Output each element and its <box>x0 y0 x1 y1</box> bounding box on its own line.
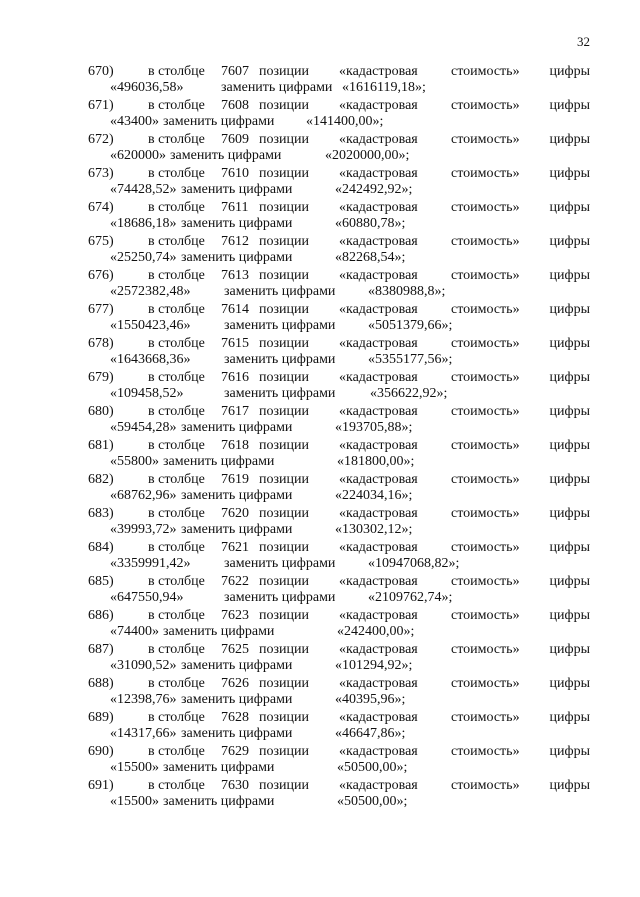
column-code: 7615 <box>221 336 249 351</box>
phrase-replace: заменить цифрами <box>163 624 275 639</box>
old-value: «74400» <box>110 624 159 639</box>
phrase-cadastral: «кадастровая <box>339 472 418 487</box>
phrase-position: позиции <box>259 336 309 351</box>
new-value: «82268,54»; <box>335 250 406 265</box>
old-value: «1550423,46» <box>110 318 191 333</box>
item-line-2 <box>88 113 590 130</box>
item-line-1 <box>88 607 590 624</box>
item-line-1 <box>88 573 590 590</box>
new-value: «5355177,56»; <box>368 352 453 367</box>
item-line-1 <box>88 437 590 454</box>
item-line-2 <box>88 487 590 504</box>
phrase-value: стоимость» <box>451 302 520 317</box>
phrase-in-column: в столбце <box>148 234 205 249</box>
phrase-cadastral: «кадастровая <box>339 506 418 521</box>
list-item <box>88 437 590 471</box>
column-code: 7623 <box>221 608 249 623</box>
phrase-position: позиции <box>259 608 309 623</box>
item-line-2 <box>88 657 590 674</box>
item-line-2 <box>88 283 590 300</box>
phrase-in-column: в столбце <box>148 268 205 283</box>
item-number: 685) <box>88 574 114 589</box>
item-line-2 <box>88 317 590 334</box>
item-number: 686) <box>88 608 114 623</box>
phrase-position: позиции <box>259 642 309 657</box>
phrase-in-column: в столбце <box>148 336 205 351</box>
phrase-in-column: в столбце <box>148 404 205 419</box>
phrase-cadastral: «кадастровая <box>339 710 418 725</box>
phrase-digits: цифры <box>549 472 590 487</box>
item-line-2 <box>88 215 590 232</box>
phrase-cadastral: «кадастровая <box>339 540 418 555</box>
phrase-in-column: в столбце <box>148 778 205 793</box>
item-number: 690) <box>88 744 114 759</box>
column-code: 7610 <box>221 166 249 181</box>
phrase-in-column: в столбце <box>148 744 205 759</box>
old-value: «496036,58» <box>110 80 184 95</box>
phrase-in-column: в столбце <box>148 710 205 725</box>
phrase-value: стоимость» <box>451 710 520 725</box>
item-line-2 <box>88 351 590 368</box>
old-value: «620000» <box>110 148 166 163</box>
list-item <box>88 505 590 539</box>
old-value: «3359991,42» <box>110 556 191 571</box>
new-value: «101294,92»; <box>335 658 413 673</box>
item-number: 687) <box>88 642 114 657</box>
new-value: «50500,00»; <box>337 794 408 809</box>
phrase-position: позиции <box>259 234 309 249</box>
phrase-digits: цифры <box>549 336 590 351</box>
item-number: 680) <box>88 404 114 419</box>
list-item <box>88 63 590 97</box>
list-item <box>88 267 590 301</box>
phrase-cadastral: «кадастровая <box>339 268 418 283</box>
list-item <box>88 233 590 267</box>
list-item <box>88 675 590 709</box>
phrase-digits: цифры <box>549 64 590 79</box>
phrase-replace: заменить цифрами <box>224 284 336 299</box>
phrase-digits: цифры <box>549 98 590 113</box>
phrase-position: позиции <box>259 540 309 555</box>
new-value: «130302,12»; <box>335 522 413 537</box>
new-value: «60880,78»; <box>335 216 406 231</box>
phrase-in-column: в столбце <box>148 370 205 385</box>
phrase-value: стоимость» <box>451 336 520 351</box>
phrase-digits: цифры <box>549 234 590 249</box>
item-line-1 <box>88 165 590 182</box>
phrase-value: стоимость» <box>451 574 520 589</box>
phrase-value: стоимость» <box>451 438 520 453</box>
old-value: «31090,52» <box>110 658 177 673</box>
phrase-value: стоимость» <box>451 132 520 147</box>
phrase-position: позиции <box>259 268 309 283</box>
phrase-cadastral: «кадастровая <box>339 404 418 419</box>
item-line-1 <box>88 63 590 80</box>
old-value: «55800» <box>110 454 159 469</box>
phrase-digits: цифры <box>549 506 590 521</box>
list-item <box>88 131 590 165</box>
list-item <box>88 335 590 369</box>
phrase-position: позиции <box>259 472 309 487</box>
list-item <box>88 471 590 505</box>
item-line-1 <box>88 335 590 352</box>
phrase-in-column: в столбце <box>148 540 205 555</box>
phrase-cadastral: «кадастровая <box>339 574 418 589</box>
phrase-in-column: в столбце <box>148 200 205 215</box>
item-number: 684) <box>88 540 114 555</box>
phrase-replace: заменить цифрами <box>170 148 282 163</box>
list-item <box>88 403 590 437</box>
item-number: 671) <box>88 98 114 113</box>
phrase-digits: цифры <box>549 540 590 555</box>
phrase-in-column: в столбце <box>148 676 205 691</box>
phrase-in-column: в столбце <box>148 642 205 657</box>
item-line-1 <box>88 233 590 250</box>
phrase-position: позиции <box>259 370 309 385</box>
phrase-cadastral: «кадастровая <box>339 302 418 317</box>
item-number: 674) <box>88 200 114 215</box>
column-code: 7626 <box>221 676 249 691</box>
column-code: 7607 <box>221 64 249 79</box>
item-line-2 <box>88 623 590 640</box>
phrase-digits: цифры <box>549 404 590 419</box>
item-line-1 <box>88 301 590 318</box>
item-line-2 <box>88 555 590 572</box>
phrase-cadastral: «кадастровая <box>339 200 418 215</box>
phrase-cadastral: «кадастровая <box>339 166 418 181</box>
phrase-value: стоимость» <box>451 540 520 555</box>
item-line-2 <box>88 589 590 606</box>
phrase-cadastral: «кадастровая <box>339 676 418 691</box>
phrase-in-column: в столбце <box>148 506 205 521</box>
old-value: «25250,74» <box>110 250 177 265</box>
new-value: «50500,00»; <box>337 760 408 775</box>
phrase-value: стоимость» <box>451 642 520 657</box>
phrase-digits: цифры <box>549 744 590 759</box>
new-value: «141400,00»; <box>306 114 384 129</box>
phrase-value: стоимость» <box>451 778 520 793</box>
item-line-1 <box>88 709 590 726</box>
phrase-digits: цифры <box>549 676 590 691</box>
item-line-2 <box>88 419 590 436</box>
phrase-value: стоимость» <box>451 744 520 759</box>
item-number: 673) <box>88 166 114 181</box>
item-number: 689) <box>88 710 114 725</box>
phrase-in-column: в столбце <box>148 472 205 487</box>
phrase-cadastral: «кадастровая <box>339 642 418 657</box>
old-value: «43400» <box>110 114 159 129</box>
phrase-digits: цифры <box>549 778 590 793</box>
phrase-digits: цифры <box>549 370 590 385</box>
phrase-in-column: в столбце <box>148 166 205 181</box>
phrase-in-column: в столбце <box>148 574 205 589</box>
column-code: 7620 <box>221 506 249 521</box>
phrase-position: позиции <box>259 778 309 793</box>
phrase-in-column: в столбце <box>148 64 205 79</box>
list-item <box>88 165 590 199</box>
old-value: «39993,72» <box>110 522 177 537</box>
phrase-cadastral: «кадастровая <box>339 608 418 623</box>
item-number: 681) <box>88 438 114 453</box>
new-value: «356622,92»; <box>370 386 448 401</box>
item-number: 688) <box>88 676 114 691</box>
phrase-digits: цифры <box>549 166 590 181</box>
phrase-value: стоимость» <box>451 506 520 521</box>
item-line-1 <box>88 539 590 556</box>
phrase-replace: заменить цифрами <box>224 590 336 605</box>
item-line-2 <box>88 385 590 402</box>
phrase-replace: заменить цифрами <box>163 760 275 775</box>
column-code: 7614 <box>221 302 249 317</box>
new-value: «193705,88»; <box>335 420 413 435</box>
phrase-position: позиции <box>259 64 309 79</box>
column-code: 7618 <box>221 438 249 453</box>
new-value: «10947068,82»; <box>368 556 460 571</box>
item-line-1 <box>88 471 590 488</box>
list-item <box>88 573 590 607</box>
old-value: «109458,52» <box>110 386 184 401</box>
phrase-replace: заменить цифрами <box>181 692 293 707</box>
item-line-1 <box>88 199 590 216</box>
phrase-replace: заменить цифрами <box>224 386 336 401</box>
item-line-2 <box>88 181 590 198</box>
item-line-2 <box>88 725 590 742</box>
phrase-value: стоимость» <box>451 472 520 487</box>
phrase-digits: цифры <box>549 200 590 215</box>
item-line-1 <box>88 641 590 658</box>
phrase-cadastral: «кадастровая <box>339 778 418 793</box>
item-line-2 <box>88 79 590 96</box>
old-value: «647550,94» <box>110 590 184 605</box>
phrase-position: позиции <box>259 744 309 759</box>
new-value: «40395,96»; <box>335 692 406 707</box>
old-value: «1643668,36» <box>110 352 191 367</box>
phrase-in-column: в столбце <box>148 132 205 147</box>
item-number: 677) <box>88 302 114 317</box>
phrase-replace: заменить цифрами <box>181 250 293 265</box>
old-value: «15500» <box>110 760 159 775</box>
phrase-replace: заменить цифрами <box>163 454 275 469</box>
phrase-value: стоимость» <box>451 404 520 419</box>
item-number: 676) <box>88 268 114 283</box>
item-number: 683) <box>88 506 114 521</box>
column-code: 7630 <box>221 778 249 793</box>
page-number: 32 <box>577 34 590 49</box>
new-value: «181800,00»; <box>337 454 415 469</box>
phrase-digits: цифры <box>549 268 590 283</box>
list-item <box>88 607 590 641</box>
item-line-1 <box>88 403 590 420</box>
phrase-replace: заменить цифрами <box>163 114 275 129</box>
phrase-digits: цифры <box>549 574 590 589</box>
item-number: 682) <box>88 472 114 487</box>
column-code: 7608 <box>221 98 249 113</box>
column-code: 7621 <box>221 540 249 555</box>
phrase-position: позиции <box>259 200 309 215</box>
phrase-cadastral: «кадастровая <box>339 132 418 147</box>
phrase-position: позиции <box>259 438 309 453</box>
phrase-replace: заменить цифрами <box>224 318 336 333</box>
column-code: 7628 <box>221 710 249 725</box>
new-value: «242400,00»; <box>337 624 415 639</box>
phrase-replace: заменить цифрами <box>181 420 293 435</box>
phrase-digits: цифры <box>549 710 590 725</box>
item-line-2 <box>88 793 590 810</box>
item-line-2 <box>88 147 590 164</box>
column-code: 7616 <box>221 370 249 385</box>
new-value: «8380988,8»; <box>368 284 446 299</box>
phrase-value: стоимость» <box>451 608 520 623</box>
list-item <box>88 199 590 233</box>
phrase-cadastral: «кадастровая <box>339 438 418 453</box>
column-code: 7612 <box>221 234 249 249</box>
amendment-list <box>88 63 590 811</box>
phrase-value: стоимость» <box>451 370 520 385</box>
phrase-value: стоимость» <box>451 200 520 215</box>
column-code: 7625 <box>221 642 249 657</box>
phrase-cadastral: «кадастровая <box>339 336 418 351</box>
column-code: 7619 <box>221 472 249 487</box>
new-value: «242492,92»; <box>335 182 413 197</box>
list-item <box>88 539 590 573</box>
old-value: «2572382,48» <box>110 284 191 299</box>
phrase-replace: заменить цифрами <box>181 216 293 231</box>
list-item <box>88 97 590 131</box>
phrase-in-column: в столбце <box>148 302 205 317</box>
phrase-replace: заменить цифрами <box>224 556 336 571</box>
new-value: «2109762,74»; <box>368 590 453 605</box>
item-number: 670) <box>88 64 114 79</box>
item-line-1 <box>88 675 590 692</box>
item-number: 675) <box>88 234 114 249</box>
phrase-position: позиции <box>259 710 309 725</box>
item-line-1 <box>88 131 590 148</box>
item-line-1 <box>88 777 590 794</box>
phrase-digits: цифры <box>549 642 590 657</box>
item-number: 691) <box>88 778 114 793</box>
list-item <box>88 369 590 403</box>
item-number: 672) <box>88 132 114 147</box>
old-value: «12398,76» <box>110 692 177 707</box>
list-item <box>88 641 590 675</box>
phrase-position: позиции <box>259 506 309 521</box>
phrase-position: позиции <box>259 404 309 419</box>
column-code: 7609 <box>221 132 249 147</box>
column-code: 7613 <box>221 268 249 283</box>
phrase-replace: заменить цифрами <box>163 794 275 809</box>
old-value: «14317,66» <box>110 726 177 741</box>
column-code: 7617 <box>221 404 249 419</box>
item-number: 678) <box>88 336 114 351</box>
phrase-cadastral: «кадастровая <box>339 744 418 759</box>
phrase-in-column: в столбце <box>148 608 205 623</box>
item-line-2 <box>88 453 590 470</box>
new-value: «2020000,00»; <box>325 148 410 163</box>
phrase-value: стоимость» <box>451 234 520 249</box>
new-value: «224034,16»; <box>335 488 413 503</box>
list-item <box>88 709 590 743</box>
phrase-replace: заменить цифрами <box>181 182 293 197</box>
phrase-digits: цифры <box>549 302 590 317</box>
phrase-replace: заменить цифрами <box>181 522 293 537</box>
phrase-digits: цифры <box>549 132 590 147</box>
list-item <box>88 777 590 811</box>
phrase-position: позиции <box>259 166 309 181</box>
old-value: «18686,18» <box>110 216 177 231</box>
phrase-replace: заменить цифрами <box>181 488 293 503</box>
phrase-cadastral: «кадастровая <box>339 234 418 249</box>
item-line-1 <box>88 369 590 386</box>
list-item <box>88 301 590 335</box>
item-line-1 <box>88 267 590 284</box>
phrase-value: стоимость» <box>451 676 520 691</box>
phrase-cadastral: «кадастровая <box>339 64 418 79</box>
phrase-position: позиции <box>259 132 309 147</box>
phrase-value: стоимость» <box>451 64 520 79</box>
phrase-replace: заменить цифрами <box>181 726 293 741</box>
column-code: 7622 <box>221 574 249 589</box>
phrase-position: позиции <box>259 676 309 691</box>
phrase-digits: цифры <box>549 608 590 623</box>
item-line-1 <box>88 743 590 760</box>
phrase-replace: заменить цифрами <box>221 80 333 95</box>
list-item <box>88 743 590 777</box>
item-line-1 <box>88 97 590 114</box>
new-value: «1616119,18»; <box>342 80 426 95</box>
column-code: 7629 <box>221 744 249 759</box>
item-line-1 <box>88 505 590 522</box>
item-number: 679) <box>88 370 114 385</box>
item-line-2 <box>88 691 590 708</box>
column-code: 7611 <box>221 200 249 215</box>
phrase-position: позиции <box>259 574 309 589</box>
phrase-cadastral: «кадастровая <box>339 370 418 385</box>
phrase-value: стоимость» <box>451 166 520 181</box>
phrase-replace: заменить цифрами <box>224 352 336 367</box>
item-line-2 <box>88 521 590 538</box>
new-value: «46647,86»; <box>335 726 406 741</box>
phrase-in-column: в столбце <box>148 438 205 453</box>
phrase-digits: цифры <box>549 438 590 453</box>
phrase-value: стоимость» <box>451 268 520 283</box>
phrase-in-column: в столбце <box>148 98 205 113</box>
old-value: «74428,52» <box>110 182 177 197</box>
old-value: «68762,96» <box>110 488 177 503</box>
phrase-value: стоимость» <box>451 98 520 113</box>
phrase-position: позиции <box>259 98 309 113</box>
old-value: «59454,28» <box>110 420 177 435</box>
phrase-replace: заменить цифрами <box>181 658 293 673</box>
phrase-position: позиции <box>259 302 309 317</box>
old-value: «15500» <box>110 794 159 809</box>
item-line-2 <box>88 249 590 266</box>
item-line-2 <box>88 759 590 776</box>
new-value: «5051379,66»; <box>368 318 453 333</box>
phrase-cadastral: «кадастровая <box>339 98 418 113</box>
